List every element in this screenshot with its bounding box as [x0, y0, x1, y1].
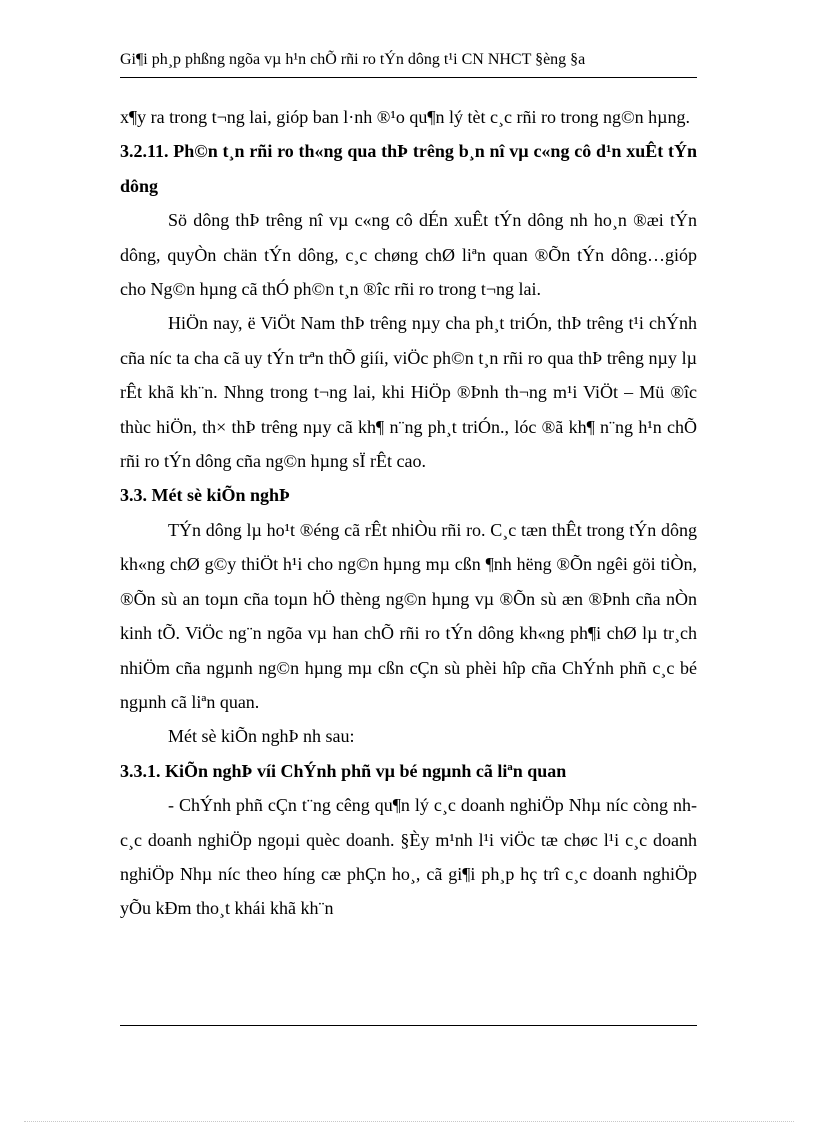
section-heading-3-3: 3.3. Mét sè kiÕn nghÞ [120, 485, 291, 506]
section-heading-3-3-1: 3.3.1. KiÕn nghÞ víi ChÝnh phñ vµ bé ngµnh cã liªn quan [120, 760, 567, 781]
paragraph: Sö dông thÞ trêng nî vµ c«ng cô dÉn xuÊt tÝn dông nh ho¸n ®æi tÝn dông, quyÒn chän tÝn dông, c¸c chøng chØ liªn quan ®Õn tÝn dông…gióp cho Ng©n hµng cã thÓ ph©n t¸n ®îc rñi ro trong t¬ng lai. [120, 210, 697, 300]
document-body [120, 100, 697, 926]
paragraph: HiÖn nay, ë ViÖt Nam thÞ trêng nµy cha ph¸t triÓn, thÞ trêng t¹i chÝnh cña níc ta cha cã uy tÝn trªn thÕ giíi, viÖc ph©n t¸n rñi ro qua thÞ trêng nµy lµ rÊt khã kh¨n. Nhng trong t¬ng lai, khi HiÖp ®Þnh th¬ng m¹i ViÖt – Mü ®îc thùc hiÖn, th× thÞ trêng nµy cã kh¶ n¨ng ph¸t triÓn., lóc ®ã kh¶ n¨ng h¹n chÕ rñi ro tÝn dông cña ng©n hµng sÏ rÊt cao. [120, 313, 697, 472]
section-heading-3-2-11: 3.2.11. Ph©n t¸n rñi ro th«ng qua thÞ trêng b¸n nî vµ c«ng cô d¹n xuÊt tÝn dông [120, 141, 697, 196]
paragraph-continuation: x¶y ra trong t¬ng lai, gióp ban l·nh ®¹o qu¶n lý tèt c¸c rñi ro trong ng©n hµng. [120, 107, 690, 127]
running-header: Gi¶i ph¸p phßng ngõa vµ h¹n chÕ rñi ro tÝn dông t¹i CN NHCT §èng §a [120, 51, 586, 68]
header-divider [120, 77, 697, 78]
page-edge [24, 1121, 794, 1122]
footer-divider [120, 1025, 697, 1026]
paragraph: Mét sè kiÕn nghÞ nh sau: [168, 726, 355, 747]
paragraph: TÝn dông lµ ho¹t ®éng cã rÊt nhiÒu rñi ro. C¸c tæn thÊt trong tÝn dông kh«ng chØ g©y thiÖt h¹i cho ng©n hµng mµ cßn ¶nh hëng ®Õn ngêi göi tiÒn, ®Õn sù an toµn cña toµn hÖ thèng ng©n hµng vµ ®Õn sù æn ®Þnh cña nÒn kinh tÕ. ViÖc ng¨n ngõa vµ han chÕ rñi ro tÝn dông kh«ng ph¶i chØ lµ tr¸ch nhiÖm cña ngµnh ng©n hµng mµ cßn cÇn sù phèi hîp cña ChÝnh phñ c¸c bé ngµnh cã liªn quan. [120, 519, 697, 712]
paragraph: - ChÝnh phñ cÇn t¨ng cêng qu¶n lý c¸c doanh nghiÖp Nhµ níc còng nh c¸c doanh nghiÖp ngoµi quèc doanh. §Èy m¹nh l¹i viÖc tæ chøc l¹i c¸c doanh nghiÖp Nhµ níc theo híng cæ phÇn ho¸, cã gi¶i ph¸p hç trî c¸c doanh nghiÖp yÕu kÐm tho¸t khái khã kh¨n [120, 795, 697, 919]
